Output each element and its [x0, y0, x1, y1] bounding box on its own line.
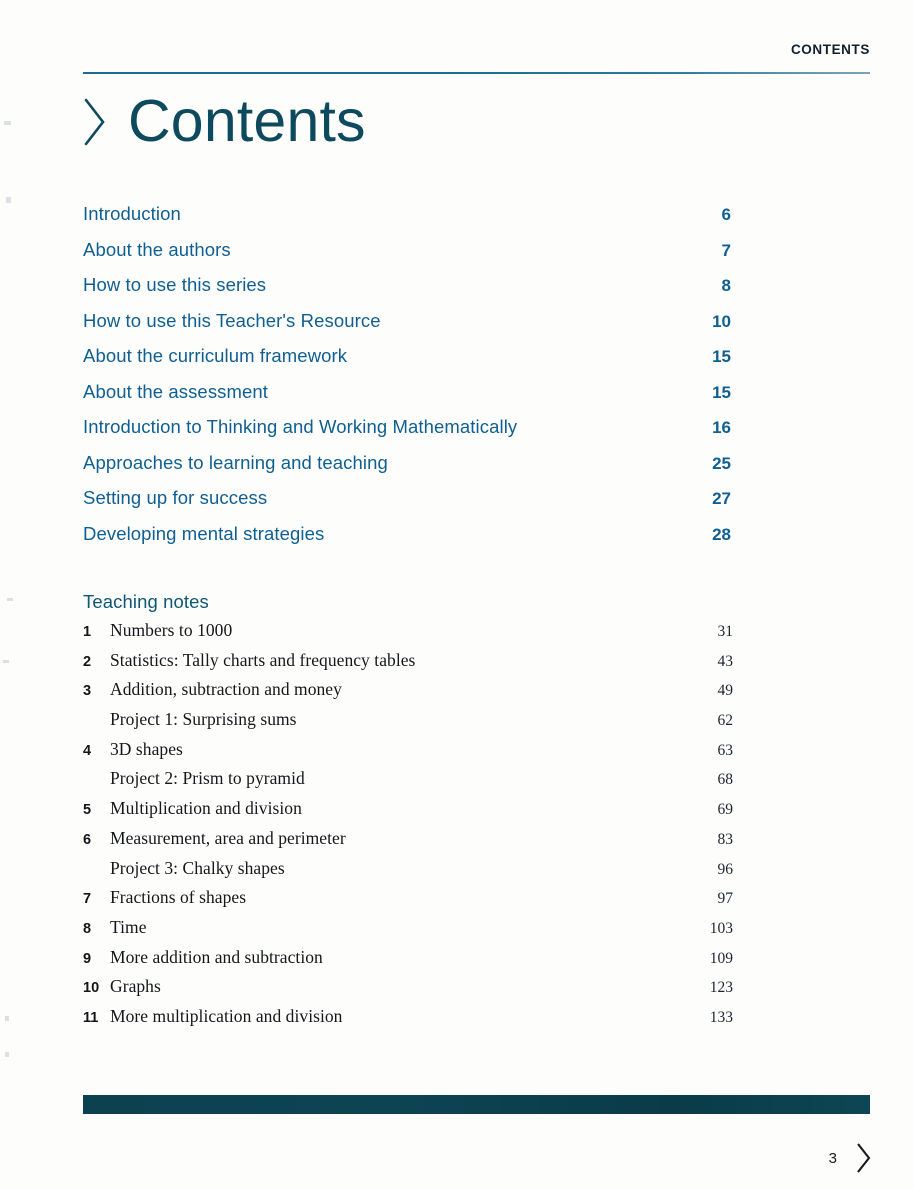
- chapter-number: 3: [83, 683, 92, 700]
- list-item[interactable]: [83, 239, 731, 275]
- page-title-row: [82, 88, 366, 154]
- scan-artifact: [5, 1016, 9, 1021]
- chapter-number: 8: [83, 920, 92, 937]
- table-row[interactable]: [83, 828, 733, 858]
- chapter-title: Multiplication and division: [110, 798, 302, 819]
- list-item[interactable]: [83, 523, 731, 559]
- front-matter-label: How to use this series: [83, 274, 267, 295]
- chapter-title: Numbers to 1000: [110, 620, 233, 640]
- chapter-page: 97: [717, 890, 733, 908]
- chevron-right-icon: [82, 96, 108, 148]
- table-row[interactable]: [83, 620, 733, 650]
- footer-navigation: [829, 1141, 872, 1175]
- front-matter-label: About the curriculum framework: [83, 345, 348, 366]
- list-item[interactable]: [83, 452, 731, 488]
- front-matter-label: About the assessment: [83, 380, 269, 402]
- page-title: Contents: [128, 88, 366, 154]
- chapter-page: 68: [717, 771, 733, 789]
- table-row[interactable]: [83, 650, 733, 680]
- chapter-title: Graphs: [110, 976, 161, 997]
- chapter-page: 133: [709, 1008, 733, 1026]
- chapter-number: 1: [83, 624, 92, 640]
- chapter-number: 10: [83, 980, 100, 997]
- list-item[interactable]: [83, 274, 731, 310]
- chapter-page: 62: [717, 712, 733, 730]
- table-row[interactable]: [83, 976, 733, 1006]
- header-rule: [83, 72, 870, 74]
- front-matter-list: [83, 203, 731, 558]
- table-row[interactable]: [83, 768, 733, 798]
- chevron-right-icon: [855, 1141, 872, 1175]
- chapter-title: Fractions of shapes: [110, 887, 247, 908]
- front-matter-label: Approaches to learning and teaching: [83, 451, 388, 473]
- front-matter-page: 15: [712, 347, 731, 366]
- chapter-page: 103: [709, 919, 733, 937]
- page-number: 3: [828, 1149, 837, 1167]
- table-row[interactable]: [83, 739, 733, 769]
- chapter-number: 4: [83, 742, 92, 759]
- table-row[interactable]: [83, 1006, 733, 1036]
- chapter-number: 7: [83, 891, 92, 908]
- list-item[interactable]: [83, 310, 731, 346]
- chapter-title: Time: [110, 916, 147, 937]
- front-matter-page: 27: [712, 489, 731, 508]
- front-matter-label: Introduction to Thinking and Working Mathematically: [83, 416, 518, 437]
- scan-artifact: [4, 121, 11, 125]
- front-matter-page: 7: [721, 240, 731, 260]
- scan-artifact: [7, 598, 13, 601]
- chapter-page: 49: [717, 682, 733, 700]
- front-matter-label: Introduction: [83, 203, 181, 224]
- front-matter-label: About the authors: [83, 238, 231, 260]
- front-matter-page: 16: [712, 418, 731, 437]
- chapter-page: 63: [717, 741, 733, 759]
- table-row[interactable]: [83, 709, 733, 739]
- list-item[interactable]: [83, 487, 731, 523]
- teaching-notes-heading: Teaching notes: [83, 591, 209, 612]
- table-row[interactable]: [83, 887, 733, 917]
- front-matter-page: 15: [712, 382, 731, 402]
- table-row[interactable]: [83, 917, 733, 947]
- chapter-title: 3D shapes: [110, 738, 183, 759]
- table-row[interactable]: [83, 798, 733, 828]
- front-matter-page: 28: [712, 524, 731, 544]
- chapter-number: 9: [83, 950, 92, 967]
- chapter-page: 69: [717, 801, 733, 819]
- running-head: CONTENTS: [790, 42, 870, 57]
- chapter-page: 31: [717, 623, 733, 640]
- table-row[interactable]: [83, 679, 733, 709]
- chapter-number: 5: [83, 802, 92, 819]
- scan-artifact: [3, 660, 9, 663]
- front-matter-label: Setting up for success: [83, 487, 268, 508]
- chapter-page: 43: [717, 652, 733, 670]
- front-matter-page: 6: [721, 205, 731, 224]
- front-matter-label: How to use this Teacher's Resource: [83, 309, 381, 331]
- chapter-number: 2: [83, 653, 92, 670]
- chapter-page: 83: [717, 830, 733, 848]
- list-item[interactable]: [83, 381, 731, 417]
- chapter-title: Project 3: Chalky shapes: [110, 857, 285, 878]
- list-item[interactable]: [83, 345, 731, 381]
- table-row[interactable]: [83, 858, 733, 888]
- chapter-title: Project 1: Surprising sums: [110, 709, 297, 730]
- list-item[interactable]: [83, 203, 731, 239]
- chapter-title: More addition and subtraction: [110, 946, 323, 967]
- list-item[interactable]: [83, 416, 731, 452]
- front-matter-page: 8: [721, 276, 731, 295]
- chapter-number: 6: [83, 831, 92, 848]
- chapter-page: 123: [709, 979, 733, 997]
- chapter-title: More multiplication and division: [110, 1005, 343, 1026]
- scan-artifact: [5, 1052, 9, 1057]
- chapter-page: 96: [717, 860, 733, 878]
- footer-bar: [83, 1095, 870, 1114]
- teaching-notes-list: [83, 620, 733, 1036]
- chapter-title: Addition, subtraction and money: [110, 679, 342, 700]
- front-matter-page: 25: [712, 453, 731, 473]
- front-matter-page: 10: [712, 311, 731, 331]
- scan-artifact: [6, 197, 11, 203]
- chapter-number: 11: [83, 1009, 99, 1026]
- front-matter-label: Developing mental strategies: [83, 522, 325, 544]
- chapter-title: Measurement, area and perimeter: [110, 827, 346, 848]
- table-row[interactable]: [83, 947, 733, 977]
- chapter-title: Statistics: Tally charts and frequency tables: [110, 649, 416, 670]
- chapter-page: 109: [709, 949, 733, 967]
- chapter-title: Project 2: Prism to pyramid: [110, 768, 305, 789]
